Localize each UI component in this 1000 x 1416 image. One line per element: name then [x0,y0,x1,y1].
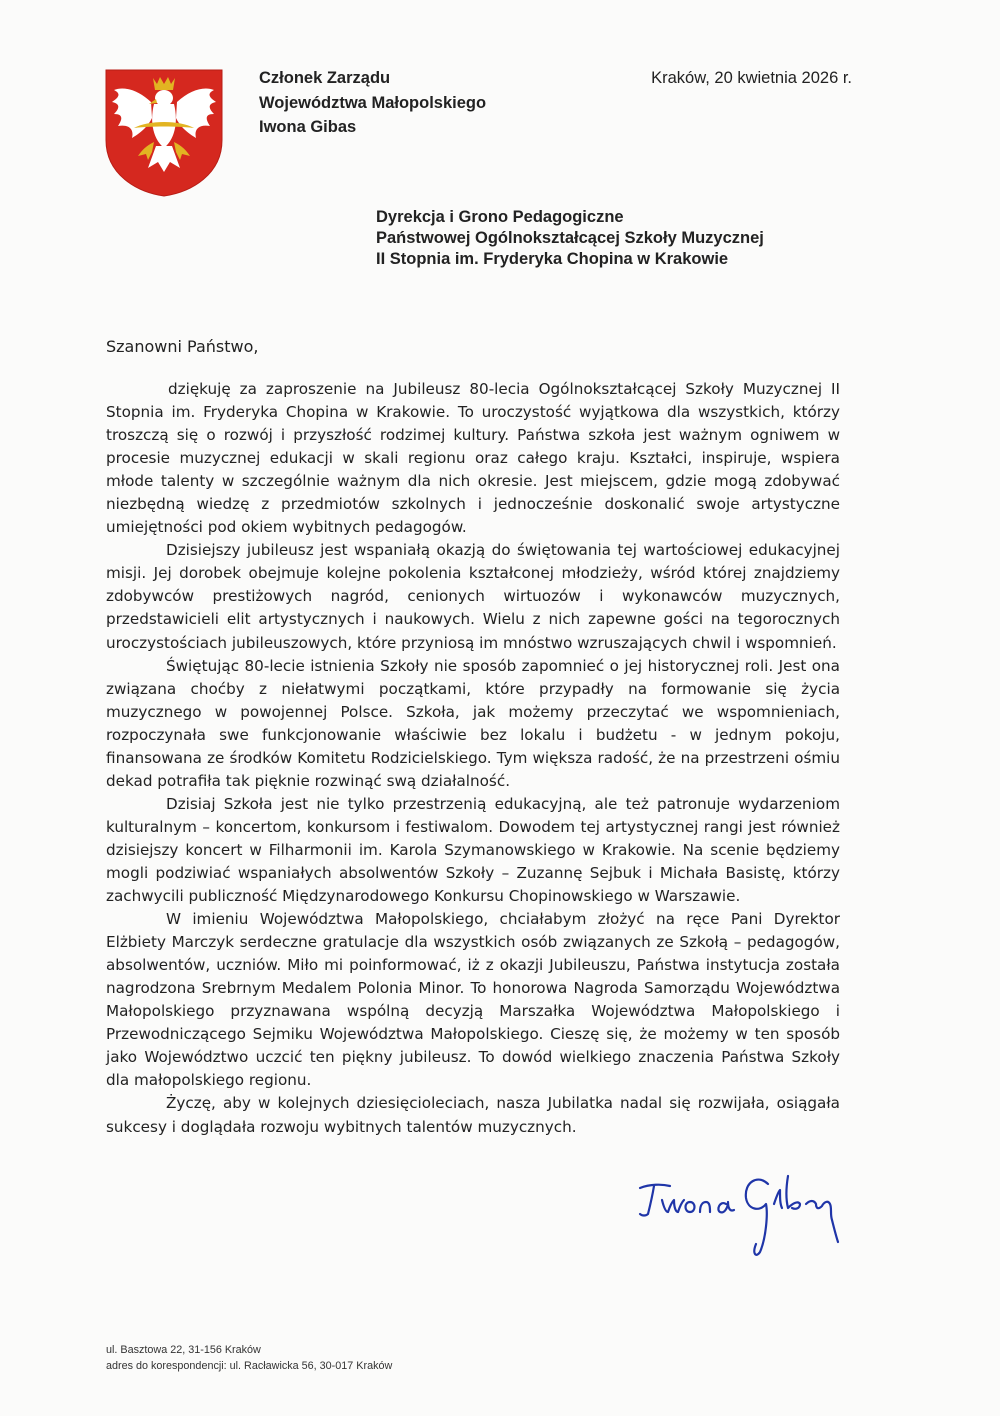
recipient-line-3: II Stopnia im. Fryderyka Chopina w Krakowie [376,250,729,268]
place-date: Kraków, 20 kwietnia 2026 r. [651,69,852,87]
paragraph: Życzę, aby w kolejnych dziesięcioleciach, nasza Jubilatka nadal się rozwijała, osiągała sukcesy i doglądała rozwoju wybitnych talentów muzycznych. [106,1094,840,1136]
sender-title: Członek Zarządu [259,69,391,87]
sender-name: Iwona Gibas [259,118,357,136]
handwritten-signature [628,1166,848,1276]
footer-address [106,1342,392,1374]
salutation: Szanowni Państwo, [106,337,259,356]
footer-address-line: ul. Basztowa 22, 31-156 Kraków [106,1344,261,1356]
sender-organization: Województwa Małopolskiego [259,93,487,112]
paragraph: dziękuję za zaproszenie na Jubileusz 80-lecia Ogólnokształcącej Szkoły Muzycznej II Stopnia im. Fryderyka Chopina w Krakowie. To uroczystość wyjątkowa dla wszystkich, którzy troszczą się o rozwój i przyszłość rodzimej kultury. Państwa szkoła jest ważnym ogniwem w procesie muzycznej edukacji w skali regionu oraz całego kraju. Kształci, inspiruje, wspiera młode talenty w szczególnie ważnym dla nich okresie. Jest miejscem, gdzie mogą zdobywać niezbędną wiedzę z przedmiotów szkolnych i jednocześnie doskonalić swoje artystyczne umiejętności pod okiem wybitnych pedagogów. [106,380,840,537]
sender-block [259,66,486,140]
recipient-line-1: Dyrekcja i Grono Pedagogiczne [376,208,624,226]
recipient-block [376,207,764,270]
paragraph: Świętując 80-lecie istnienia Szkoły nie sposób zapomnieć o jej historycznej roli. Jest ona związana choćby z niełatwymi początkami, które przypadły na formowanie się życia muzycznego w powojennej Polsce. Szkoła, jak możemy przeczytać we wspomnieniach, rozpoczynała swe funkcjonowanie właściwie bez lokalu i budżetu - w jednym pokoju, finansowana ze środków Komitetu Rodzicielskiego. Tym większa radość, że na przestrzeni ośmiu dekad potrafiła tak pięknie rozwinąć swą działalność. [106,656,840,790]
paragraph: Dzisiejszy jubileusz jest wspaniałą okazją do świętowania tej wartościowej edukacyjnej misji. Jej dorobek obejmuje kolejne pokolenia kształconej młodzieży, wśród której znajdziemy zdobywców prestiżowych nagród, cenionych wirtuozów i wykonawców muzycznych, przedstawicieli elit artystycznych i naukowych. Wielu z nich zapewne gości na tegorocznych uroczystościach jubileuszowych, które przyniosą im mnóstwo wzruszających chwil i wspomnień. [106,541,840,652]
paragraph: Dzisiaj Szkoła jest nie tylko przestrzenią edukacyjną, ale też patronuje wydarzeniom kulturalnym – koncertom, konkursom i festiwalom. Dowodem tej artystycznej rangi jest również dzisiejszy koncert w Filharmonii im. Karola Szymanowskiego w Krakowie. Na scenie będziemy mogli podziwiać wspaniałych absolwentów Szkoły – Zuzannę Sejbuk i Michała Basistę, którzy zachwycili publiczność Międzynarodowego Konkursu Chopinowskiego w Warszawie. [106,794,840,906]
recipient-line-2: Państwowej Ogólnokształcącej Szkoły Muzycznej [376,229,764,247]
letter-body [106,378,840,1139]
paragraph: W imieniu Województwa Małopolskiego, chciałabym złożyć na ręce Pani Dyrektor Elżbiety Marczyk serdeczne gratulacje dla wszystkich osób związanych ze Szkołą – pedagogów, absolwentów, uczniów. Miło mi poinformować, iż z okazji Jubileuszu, Państwa instytucja została nagrodzona Srebrnym Medalem Polonia Minor. To honorowa Nagroda Samorządu Województwa Małopolskiego przyznawana wspólną decyzją Marszałka Województwa Małopolskiego i Przewodniczącego Sejmiku Województwa Małopolskiego. Cieszę się, że możemy w ten sposób jako Województwo uczcić ten piękny jubileusz. To dowód wielkiego znaczenia Państwa Szkoły dla małopolskiego regionu. [106,910,840,1090]
footer-correspondence-line: adres do korespondencji: ul. Racławicka 56, 30-017 Kraków [106,1360,393,1372]
malopolska-coat-of-arms-icon [104,68,224,198]
